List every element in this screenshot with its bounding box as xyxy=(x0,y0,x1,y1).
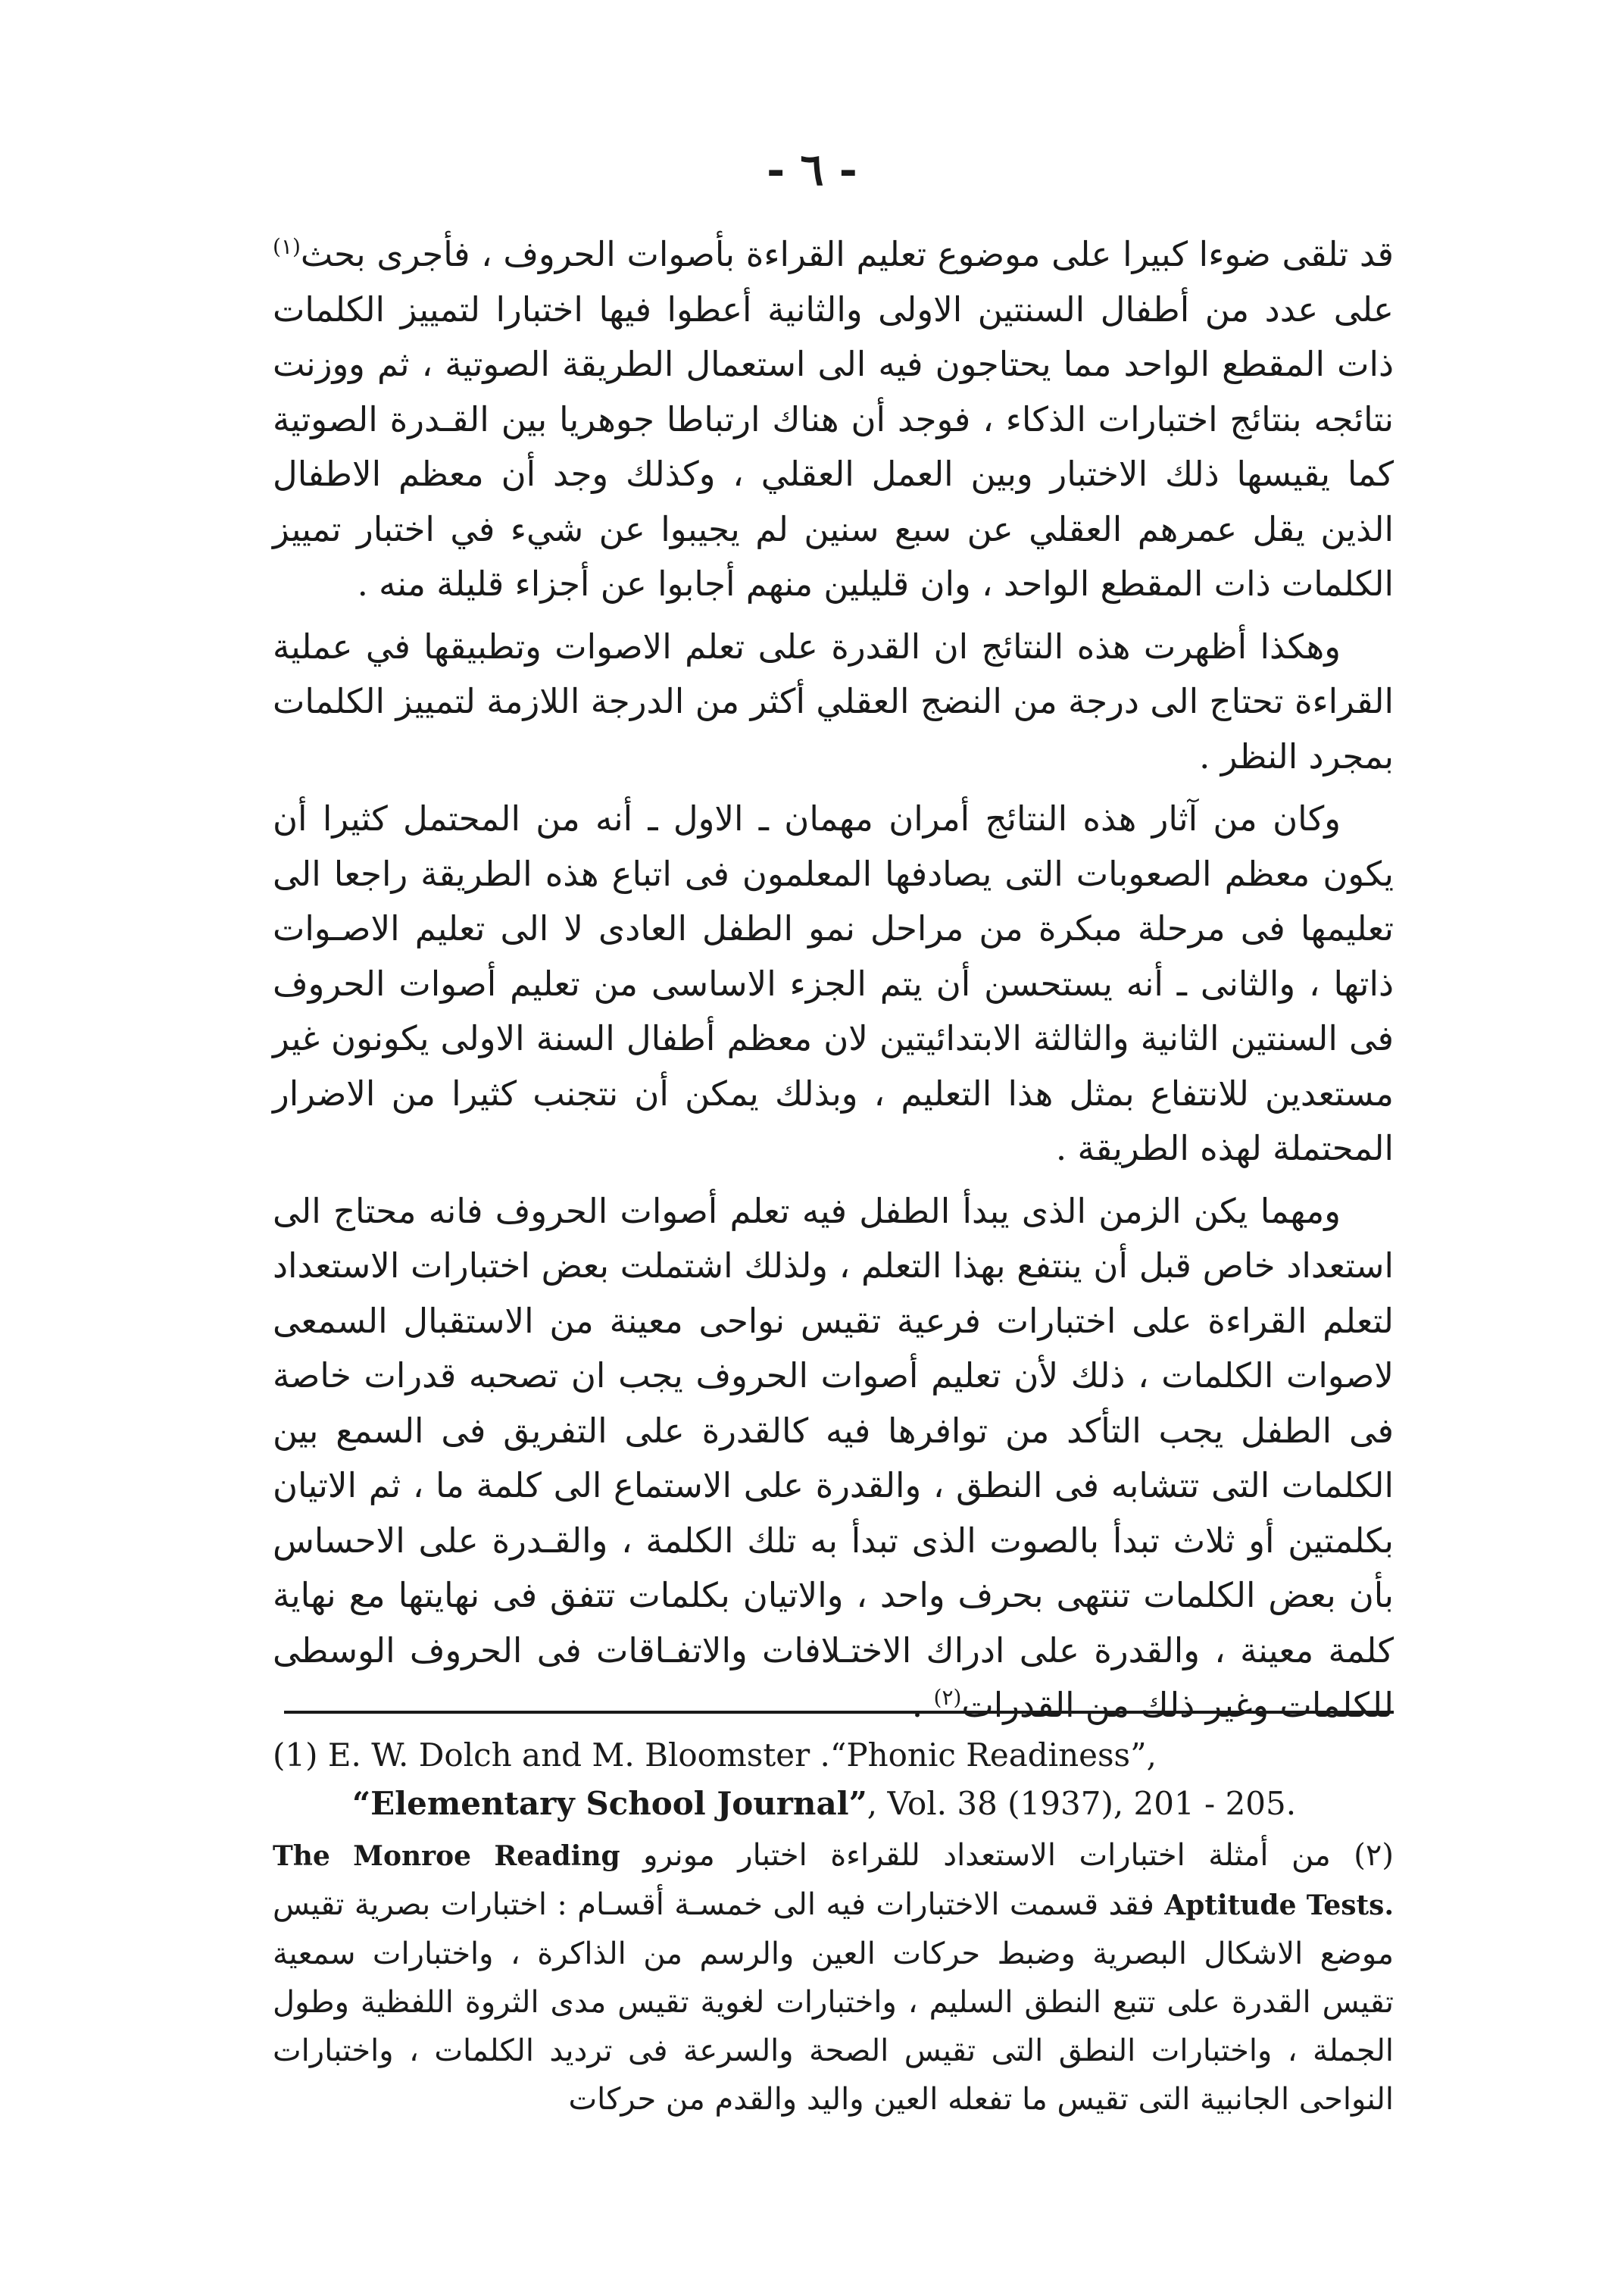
footnote-ref-1: (١) xyxy=(273,234,301,259)
footnote-ref-2: (٢) xyxy=(933,1685,962,1710)
footnote-2-text: فقد قسمت الاختبارات فيه الى خمسـة أقسـام : اختبارات بصرية تقيس موضع الاشكال البصرية وضبط حركات العين والرسم من الذاكرة ، واختبارات سمعية تقيس القدرة على تتبع النطق السليم ، واختبارات لغوية تقيس مدى الثروة اللفظية وطول الجملة ، واختبارات النطق التى تقيس الصحة والسرعة فى ترديد الكلمات ، واختبارات النواحى الجانبية التى تقيس ما تفعله العين واليد والقدم من حركات xyxy=(273,1887,1394,2117)
body-text xyxy=(273,227,1394,1741)
footnote-1-citation: , Vol. 38 (1937), 201 - 205. xyxy=(867,1785,1297,1822)
page-number: - ٦ - xyxy=(767,144,857,195)
footnote-1-line1: (1) E. W. Dolch and M. Bloomster .“Phonic Readiness”, xyxy=(273,1736,1157,1774)
footnote-1-line2 xyxy=(273,1780,1394,1828)
footnotes xyxy=(273,1731,1394,2124)
footnote-2-prefix: (٢) من أمثلة اختبارات الاستعداد للقراءة اختبار مونرو xyxy=(643,1838,1394,1873)
paragraph-1 xyxy=(273,227,1394,612)
paragraph-4-text: ومهما يكن الزمن الذى يبدأ الطفل فيه تعلم أصوات الحروف فانه محتاج الى استعداد خاص قبل أن ينتفع بهذا التعلم ، ولذلك اشتملت بعض اختبارات الاستعداد لتعلم القراءة على اختبارات فرعية تقيس نواحى معينة من الاستقبال السمعى لاصوات الكلمات ، ذلك لأن تعليم أصوات الحروف يجب ان تصحبه قدرات خاصة فى الطفل يجب التأكد من توافرها فيه كالقدرة على التفريق فى السمع بين الكلمات التى تتشابه فى النطق ، والقدرة على الاستماع الى كلمة ما ، ثم الاتيان بكلمتين أو ثلاث تبدأ بالصوت الذى تبدأ به تلك الكلمة ، والقـدرة على الاحساس بأن بعض الكلمات تنتهى بحرف واحد ، والاتيان بكلمات تتفق فى نهايتها مع نهاية كلمة معينة ، والقدرة على ادراك الاختـلافات والاتفـاقات فى الحروف الوسطى للكلمات وغير ذلك من القدرات xyxy=(273,1190,1394,1725)
paragraph-2: وهكذا أظهرت هذه النتائج ان القدرة على تعلم الاصوات وتطبيقها في عملية القراءة تحتاج الى درجة من النضج العقلي أكثر من الدرجة اللازمة لتمييز الكلمات بمجرد النظر . xyxy=(273,626,1394,777)
paragraph-1-rest: على عدد من أطفال السنتين الاولى والثانية أعطوا فيها اختبارا لتمييز الكلمات ذات المقطع الواحد مما يحتاجون فيه الى استعمال الطريقة الصوتية ، ثم ووزنت نتائجه بنتائج اختبارات الذكاء ، فوجد أن هناك ارتباطا جوهريا بين القـدرة الصوتية كما يقيسها ذلك الاختبار وبين العمل العقلي ، وكذلك وجد أن معظم الاطفال الذين يقل عمرهم العقلي عن سبع سنين لم يجيبوا عن شيء في اختبار تمييز الكلمات ذات المقطع الواحد ، وان قليلين منهم أجابوا عن أجزاء قليلة منه . xyxy=(273,289,1394,604)
footnote-2 xyxy=(273,1831,1394,2124)
paragraph-4-rest: . xyxy=(911,1685,934,1725)
paragraph-1-text: قد تلقى ضوءا كبيرا على موضوع تعليم القراءة بأصوات الحروف ، فأجرى بحث xyxy=(300,234,1394,274)
footnote-1 xyxy=(273,1731,1394,1828)
paragraph-3: وكان من آثار هذه النتائج أمران مهمان ـ الاول ـ أنه من المحتمل كثيرا أن يكون معظم الصعوبات التى يصادفها المعلمون فى اتباع هذه الطريقة راجعا الى تعليمها فى مرحلة مبكرة من مراحل نمو الطفل العادى لا الى تعليم الاصـوات ذاتها ، والثانى ـ أنه يستحسن أن يتم الجزء الاساسى من تعليم أصوات الحروف فى السنتين الثانية والثالثة الابتدائيتين لان معظم أطفال السنة الاولى يكونون غير مستعدين للانتفاع بمثل هذا التعليم ، وبذلك يمكن أن نتجنب كثيرا من الاضرار المحتملة لهذه الطريقة . xyxy=(273,799,1394,1168)
footnote-divider xyxy=(284,1711,1394,1714)
paragraph-4 xyxy=(273,1184,1394,1733)
footnote-1-journal: “Elementary School Journal” xyxy=(352,1785,867,1822)
footnote-2-test-name: The Monroe Reading Aptitude Tests. xyxy=(273,1840,1394,1921)
